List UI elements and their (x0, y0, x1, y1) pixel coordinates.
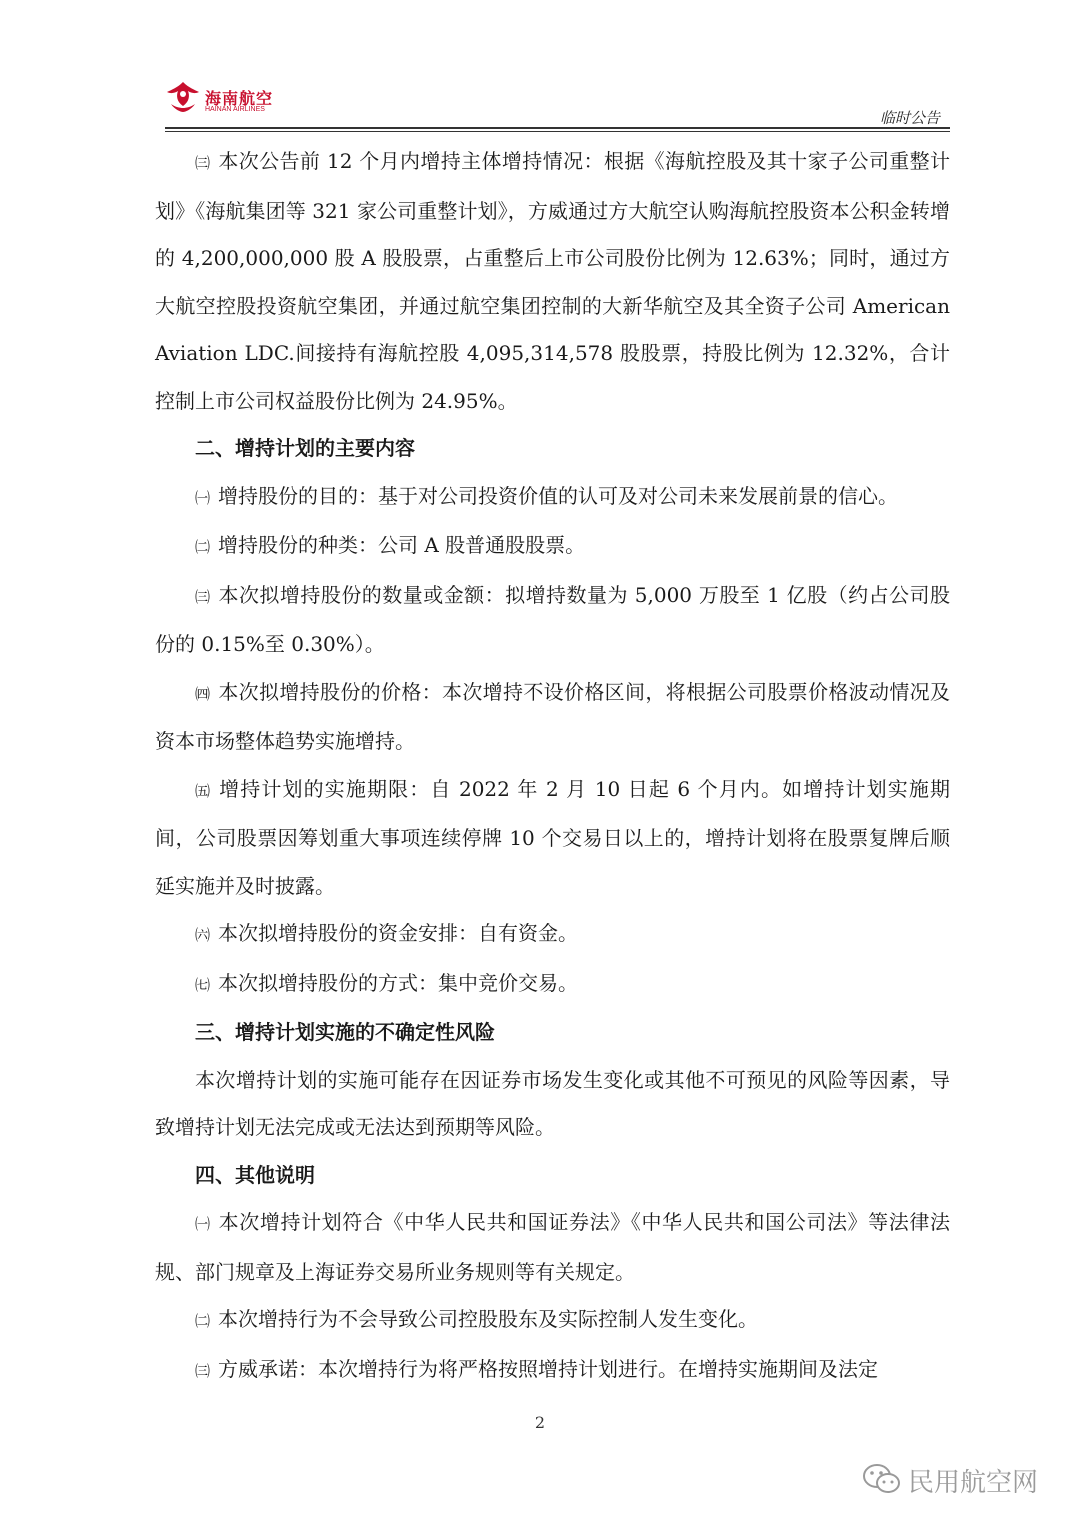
list-marker: ㈤ (195, 781, 212, 800)
list-marker: ㈥ (195, 926, 211, 944)
section-heading-2: 二、增持计划的主要内容 (195, 436, 415, 460)
paragraph-funding: ㈥ 本次拟增持股份的资金安排：自有资金。 (195, 921, 579, 945)
document-body (155, 138, 950, 1395)
section-heading-4: 四、其他说明 (195, 1162, 315, 1187)
paragraph-compliance: ㈠ 本次增持计划符合《中华人民共和国证券法》《中华人民共和国公司法》等法律法规、部门规章及上海证券交易所业务规则等有关规定。 (155, 1210, 950, 1284)
list-marker: ㈢ (195, 1361, 211, 1380)
paragraph-share-type: ㈡ 增持股份的种类：公司 A 股普通股股票。 (195, 533, 586, 557)
list-marker: ㈡ (195, 1312, 211, 1330)
paragraph-amount: ㈢ 本次拟增持股份的数量或金额：拟增持数量为 5,000 万股至 1 亿股（约占公司股份的 0.15%至 0.30%）。 (155, 582, 950, 656)
logo-chinese-name: 海南航空 (205, 89, 274, 108)
page-number: 2 (534, 1413, 546, 1432)
header-rule-thin (165, 131, 950, 132)
list-marker: ㈠ (195, 488, 211, 507)
paragraph-commitment: ㈢ 方威承诺：本次增持行为将严格按照增持计划进行。在增持实施期间及法定 (195, 1356, 879, 1381)
header-rule-thick (165, 127, 950, 129)
watermark-text: 民用航空网 (908, 1468, 1039, 1498)
watermark (862, 1458, 1052, 1502)
paragraph-control: ㈡ 本次增持行为不会导致公司控股股东及实际控制人发生变化。 (195, 1307, 759, 1331)
section-heading-3: 三、增持计划实施的不确定性风险 (195, 1020, 495, 1044)
logo-english-name: HAINAN AIRLINES (205, 106, 265, 113)
announcement-type-label: 临时公告 (879, 109, 940, 127)
paragraph-method: ㈦ 本次拟增持股份的方式：集中竞价交易。 (195, 970, 579, 995)
wechat-icon (862, 1462, 902, 1496)
paragraph-period: ㈤ 增持计划的实施期限：自 2022 年 2 月 10 日起 6 个月内。如增持计划实施期间，公司股票因筹划重大事项连续停牌 10 个交易日以上的，增持计划将在股票复牌后顺延实施并及时披露。 (155, 776, 950, 898)
hainan-airlines-emblem-icon (165, 80, 201, 114)
paragraph-purpose: ㈠ 增持股份的目的：基于对公司投资价值的认可及对公司未来发展前景的信心。 (195, 483, 899, 508)
paragraph-price: ㈣ 本次拟增持股份的价格：本次增持不设价格区间，将根据公司股票价格波动情况及资本市场整体趋势实施增持。 (155, 679, 950, 753)
list-marker: ㈢ (195, 587, 211, 606)
paragraph-risk: 本次增持计划的实施可能存在因证券市场发生变化或其他不可预见的风险等因素，导致增持计划无法完成或无法达到预期等风险。 (155, 1067, 950, 1139)
hainan-airlines-logo (165, 80, 285, 120)
list-marker: ㈠ (195, 1215, 211, 1233)
list-marker: ㈦ (195, 975, 211, 994)
list-marker: ㈣ (195, 684, 211, 703)
list-marker: ㈡ (195, 538, 211, 556)
list-marker: ㈢ (195, 154, 211, 172)
paragraph-prior-holdings: ㈢ 本次公告前 12 个月内增持主体增持情况：根据《海航控股及其十家子公司重整计划》《海航集团等 321 家公司重整计划》，方威通过方大航空认购海航控股资本公积金转增的 4,200,000,000 股 A 股股票，占重整后上市公司股份比例为 12.63%；同时，通过方大航空控股投资航空集团，并通过航空集团控制的大新华航空及其全资子公司 American Aviation LDC.间接持有海航控股 4,095,314,578 股股票，持股比例为 12.32%，合计控制上市公司权益股份比例为 24.95%。 (155, 149, 950, 413)
